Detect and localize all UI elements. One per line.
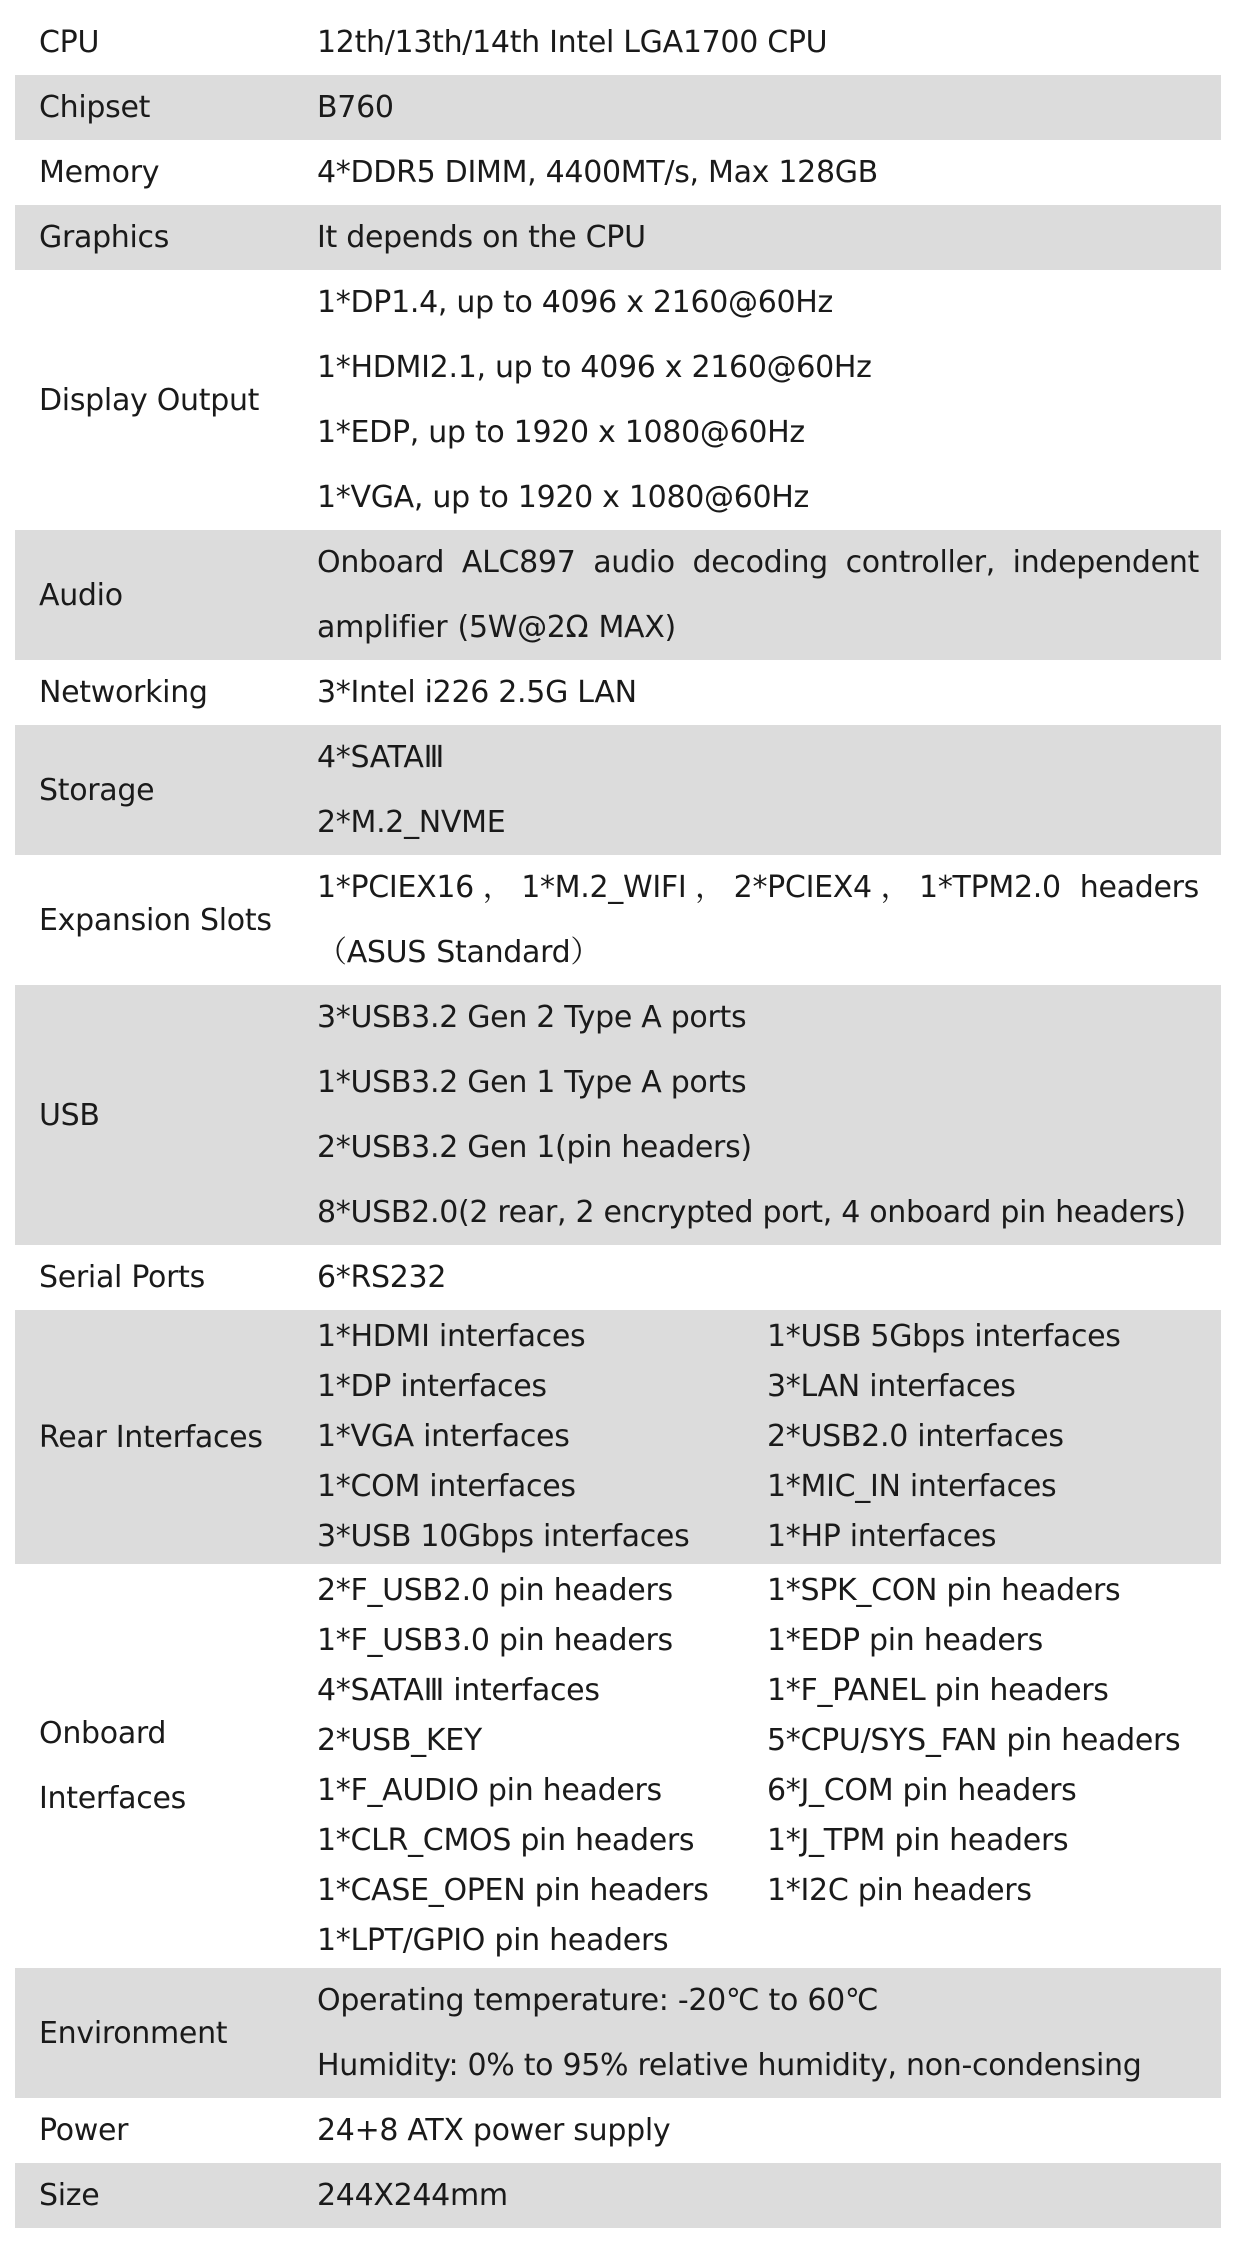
interface-item: 1*COM interfaces: [317, 1469, 576, 1504]
spec-value: [293, 1564, 1221, 1968]
interface-item: 3*USB 10Gbps interfaces: [317, 1519, 690, 1554]
spec-value: [293, 140, 1221, 205]
interface-item: 6*J_COM pin headers: [767, 1773, 1077, 1808]
spec-row-expansion-slots: [15, 855, 1221, 985]
spec-value-line: 3*USB3.2 Gen 2 Type A ports: [317, 1000, 747, 1035]
interface-item: 2*USB_KEY: [317, 1723, 482, 1758]
spec-label: Networking: [39, 675, 208, 710]
spec-value-line: 1*HDMI2.1, up to 4096 x 2160@60Hz: [317, 350, 872, 385]
interface-grid: [317, 1564, 1199, 1968]
spec-row-serial-ports: [15, 1245, 1221, 1310]
interface-item: 1*MIC_IN interfaces: [767, 1469, 1057, 1504]
spec-value-line: 6*RS232: [317, 1260, 447, 1295]
interface-item: 1*J_TPM pin headers: [767, 1823, 1069, 1858]
spec-value-line: 1*EDP, up to 1920 x 1080@60Hz: [317, 415, 805, 450]
spec-value: [293, 725, 1221, 855]
interface-item: 1*HDMI interfaces: [317, 1319, 586, 1354]
spec-label-line: Interfaces: [39, 1781, 186, 1816]
interface-item: 1*USB 5Gbps interfaces: [767, 1319, 1121, 1354]
spec-label: Serial Ports: [39, 1260, 205, 1295]
spec-value: [293, 1245, 1221, 1310]
spec-value-line: 4*SATAⅢ: [317, 740, 444, 775]
spec-label: Audio: [15, 530, 293, 660]
spec-row-onboard-interfaces: [15, 1564, 1221, 1968]
spec-row-size: [15, 2163, 1221, 2228]
interface-item: 2*F_USB2.0 pin headers: [317, 1573, 673, 1608]
spec-value-line: 8*USB2.0(2 rear, 2 encrypted port, 4 onboard pin headers): [317, 1195, 1186, 1230]
spec-row-memory: [15, 140, 1221, 205]
spec-value-line: B760: [317, 90, 394, 125]
spec-value-line: 3*Intel i226 2.5G LAN: [317, 675, 637, 710]
spec-value-line: 1*VGA, up to 1920 x 1080@60Hz: [317, 480, 809, 515]
interface-item: 1*F_USB3.0 pin headers: [317, 1623, 673, 1658]
interface-item: 2*USB2.0 interfaces: [767, 1419, 1064, 1454]
spec-value: [293, 10, 1221, 75]
interface-item: 1*EDP pin headers: [767, 1623, 1043, 1658]
interface-item: 1*LPT/GPIO pin headers: [317, 1923, 669, 1958]
spec-value-line: 24+8 ATX power supply: [317, 2113, 671, 2148]
spec-label: CPU: [39, 25, 100, 60]
spec-label: Memory: [39, 155, 160, 190]
spec-value: [293, 2163, 1221, 2228]
spec-value-line: 244X244mm: [317, 2178, 508, 2213]
interface-item: 1*CLR_CMOS pin headers: [317, 1823, 695, 1858]
spec-value-line: Humidity: 0% to 95% relative humidity, non-condensing: [317, 2048, 1142, 2083]
spec-label: Display Output: [39, 382, 260, 418]
interface-item: 5*CPU/SYS_FAN pin headers: [767, 1723, 1181, 1758]
interface-item: 1*SPK_CON pin headers: [767, 1573, 1121, 1608]
spec-value: [293, 660, 1221, 725]
spec-value-line: 2*USB3.2 Gen 1(pin headers): [317, 1130, 752, 1165]
spec-table: [15, 10, 1221, 2228]
spec-label: Chipset: [15, 75, 293, 140]
spec-row-storage: [15, 725, 1221, 855]
spec-value-line: 1*USB3.2 Gen 1 Type A ports: [317, 1065, 747, 1100]
interface-item: 1*HP interfaces: [767, 1519, 997, 1554]
spec-label: Expansion Slots: [39, 902, 272, 938]
spec-value: [293, 530, 1221, 660]
spec-value-line: 2*M.2_NVME: [317, 805, 506, 840]
spec-value-line: 1*DP1.4, up to 4096 x 2160@60Hz: [317, 285, 834, 320]
spec-row-display-output: [15, 270, 1221, 530]
spec-label: Environment: [15, 1968, 293, 2098]
spec-value: [293, 1310, 1221, 1564]
interface-item: 1*F_PANEL pin headers: [767, 1673, 1109, 1708]
spec-row-chipset: [15, 75, 1221, 140]
spec-label: Storage: [15, 725, 293, 855]
spec-label: Graphics: [15, 205, 293, 270]
spec-label-line: Onboard: [39, 1716, 167, 1751]
spec-row-graphics: [15, 205, 1221, 270]
spec-value: [293, 270, 1221, 530]
spec-row-rear-interfaces: [15, 1310, 1221, 1564]
interface-item: 1*DP interfaces: [317, 1369, 547, 1404]
interface-item: 3*LAN interfaces: [767, 1369, 1016, 1404]
interface-item: 1*CASE_OPEN pin headers: [317, 1873, 709, 1908]
spec-label: Rear Interfaces: [15, 1310, 293, 1564]
interface-item: 4*SATAⅢ interfaces: [317, 1673, 600, 1708]
spec-value-line: It depends on the CPU: [317, 220, 646, 255]
spec-value: [293, 75, 1221, 140]
spec-label: [15, 1564, 293, 1968]
spec-row-networking: [15, 660, 1221, 725]
spec-value: [293, 1968, 1221, 2098]
interface-item: 1*VGA interfaces: [317, 1419, 570, 1454]
spec-value: [293, 205, 1221, 270]
spec-row-audio: [15, 530, 1221, 660]
spec-value-text: 1*PCIEX16，1*M.2_WIFI，2*PCIEX4，1*TPM2.0 headers（ASUS Standard）: [317, 870, 1199, 970]
spec-label: Size: [15, 2163, 293, 2228]
spec-label: USB: [15, 985, 293, 1245]
spec-value-line: 4*DDR5 DIMM, 4400MT/s, Max 128GB: [317, 155, 878, 190]
spec-value-line: Operating temperature: -20℃ to 60℃: [317, 1983, 879, 2018]
interface-item: 1*I2C pin headers: [767, 1873, 1032, 1908]
spec-row-power: [15, 2098, 1221, 2163]
spec-value: [293, 985, 1221, 1245]
spec-label: Power: [39, 2113, 129, 2148]
spec-row-usb: [15, 985, 1221, 1245]
interface-grid: [317, 1310, 1199, 1564]
spec-row-cpu: [15, 10, 1221, 75]
spec-value-text: Onboard ALC897 audio decoding controller, independent amplifier (5W@2Ω MAX): [317, 545, 1199, 645]
spec-value: [293, 2098, 1221, 2163]
spec-value-line: 12th/13th/14th Intel LGA1700 CPU: [317, 25, 828, 60]
spec-value: [293, 855, 1221, 985]
spec-row-environment: [15, 1968, 1221, 2098]
interface-item: 1*F_AUDIO pin headers: [317, 1773, 662, 1808]
